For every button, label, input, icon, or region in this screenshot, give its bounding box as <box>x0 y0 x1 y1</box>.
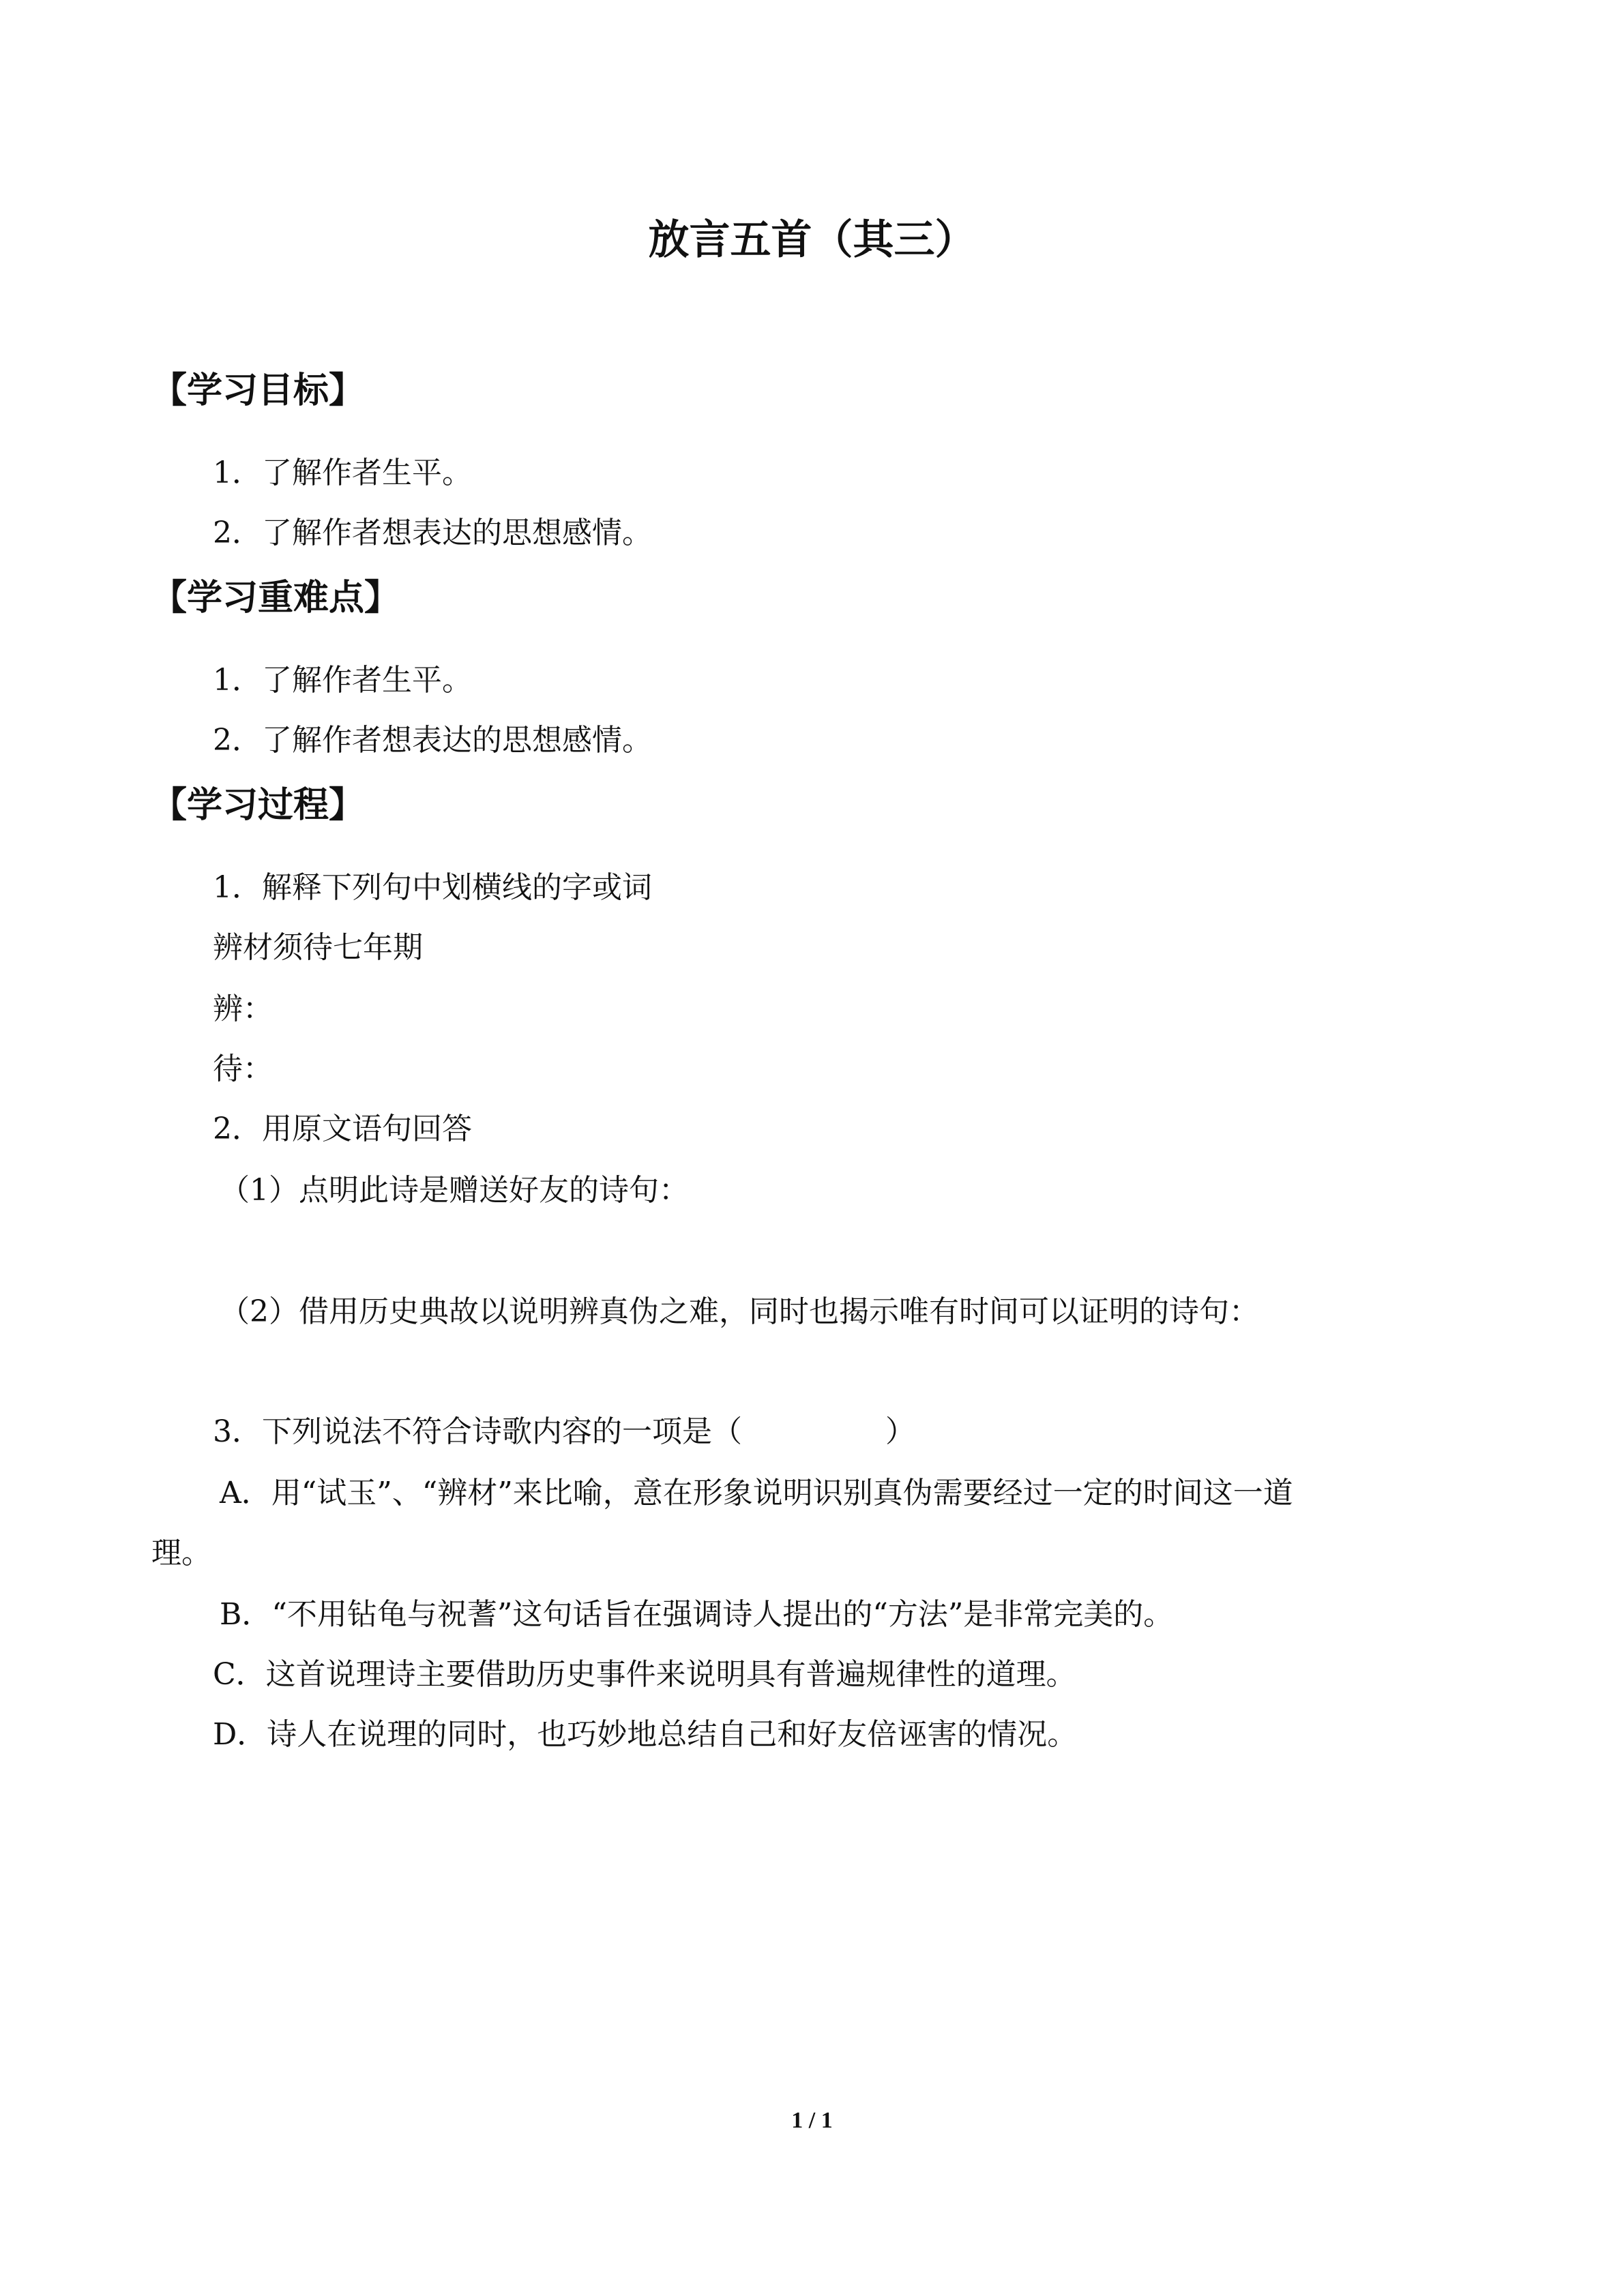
question-2-sub-1: （1）点明此诗是赠送好友的诗句： <box>220 1173 689 1208</box>
key-point-item-1: 1．了解作者生平。 <box>213 663 472 698</box>
key-point-item-2: 2．了解作者想表达的思想感情。 <box>213 723 652 758</box>
option-b: B．“不用钻龟与祝蓍”这句话旨在强调诗人提出的“方法”是非常完美的。 <box>220 1597 1174 1632</box>
question-2-sub-2: （2）借用历史典故以说明辨真伪之难，同时也揭示唯有时间可以证明的诗句： <box>220 1294 1259 1329</box>
option-c: C．这首说理诗主要借助历史事件来说明具有普遍规律性的道理。 <box>213 1657 1076 1692</box>
section-heading-key-points: 【学习重难点】 <box>151 578 400 618</box>
question-3-prompt-text: 3．下列说法不符合诗歌内容的一项是（ <box>213 1414 742 1449</box>
question-2-prompt: 2．用原文语句回答 <box>213 1112 472 1146</box>
question-1-prompt: 1．解释下列句中划横线的字或词 <box>213 870 652 905</box>
question-1-sentence: 辨材须待七年期 <box>213 930 423 965</box>
option-d: D．诗人在说理的同时，也巧妙地总结自己和好友倍诬害的情况。 <box>213 1717 1078 1752</box>
question-3-prompt <box>213 1412 915 1452</box>
section-heading-process: 【学习过程】 <box>151 785 365 826</box>
question-1-term-2: 待： <box>213 1052 273 1086</box>
option-a-line-2: 理。 <box>151 1536 211 1570</box>
question-3-prompt-close: ） <box>885 1414 915 1449</box>
section-heading-objectives: 【学习目标】 <box>151 370 365 411</box>
page-number: 1 / 1 <box>791 2108 833 2133</box>
question-1-term-1: 辨： <box>213 992 273 1026</box>
page-title: 放言五首（其三） <box>648 216 976 264</box>
option-a-line-1: A．用“试玉”、“辨材”来比喻，意在形象说明识别真伪需要经过一定的时间这一道 <box>220 1476 1293 1510</box>
objective-item-2: 2．了解作者想表达的思想感情。 <box>213 516 652 550</box>
objective-item-1: 1．了解作者生平。 <box>213 456 472 490</box>
